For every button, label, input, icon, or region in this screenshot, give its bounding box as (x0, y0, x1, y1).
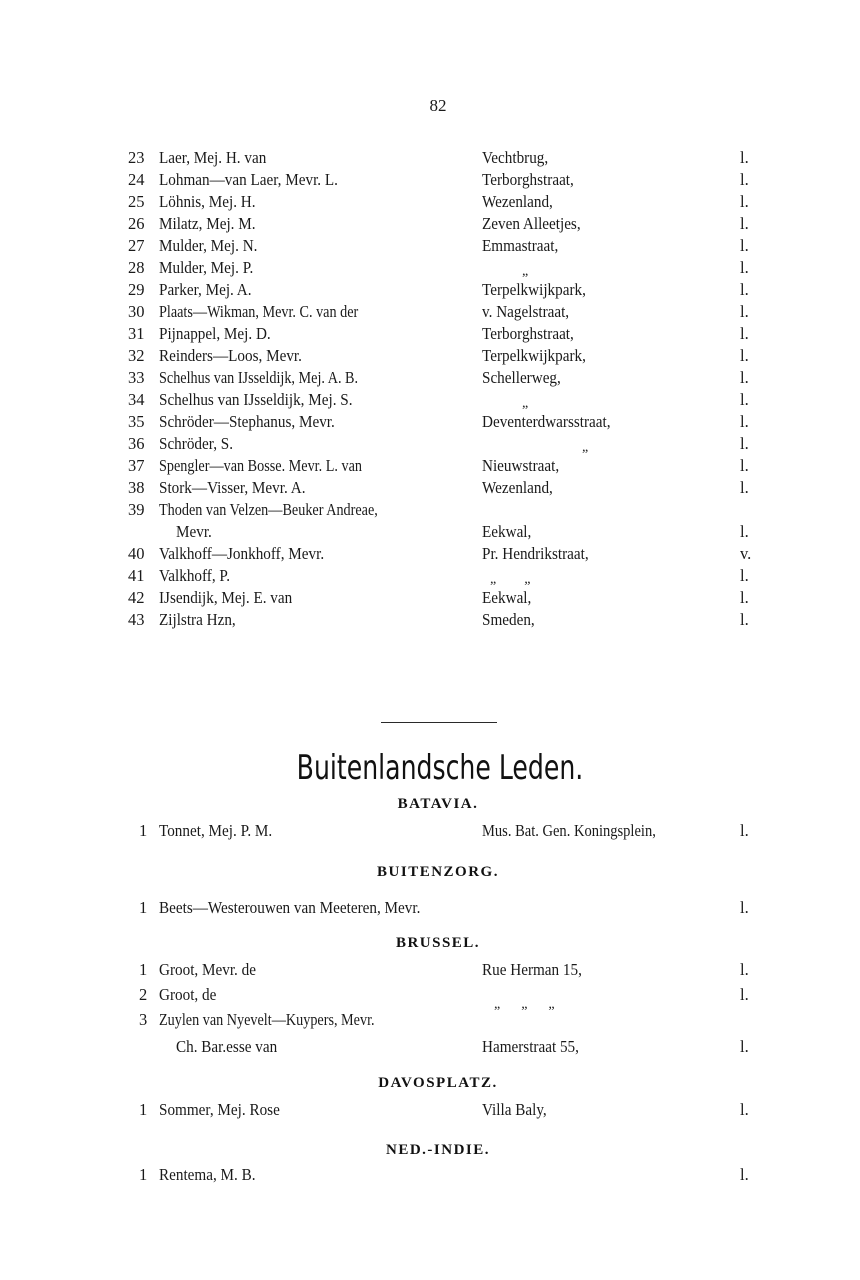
member-name: Groot, Mevr. de (159, 960, 256, 979)
city-heading: DAVOSPLATZ. (378, 1075, 498, 1091)
member-name: Lohman—van Laer, Mevr. L. (159, 170, 338, 189)
member-name: Spengler—van Bosse. Mevr. L. van (159, 456, 362, 475)
member-address: Rue Herman 15, (482, 960, 582, 979)
member-status: l. (740, 368, 749, 387)
member-number: 32 (128, 346, 145, 365)
member-status: l. (740, 522, 749, 541)
member-status: l. (740, 821, 749, 840)
member-name: Milatz, Mej. M. (159, 214, 256, 233)
member-row (0, 169, 860, 191)
ditto-mark: „ (582, 440, 589, 455)
member-number: 25 (128, 192, 145, 211)
member-row (0, 587, 860, 609)
member-name: Schelhus van IJsseldijk, Mej. S. (159, 390, 353, 409)
member-row (0, 1099, 860, 1121)
member-status: l. (740, 566, 749, 585)
member-row (0, 191, 860, 213)
member-address: Terborghstraat, (482, 324, 574, 343)
member-status: l. (740, 588, 749, 607)
ditto-mark: „ (522, 264, 529, 279)
member-status: l. (740, 170, 749, 189)
member-name: Valkhoff, P. (159, 566, 230, 585)
member-row (0, 959, 860, 981)
member-row (0, 543, 860, 565)
member-status: l. (740, 236, 749, 255)
city-heading: BRUSSEL. (395, 935, 481, 951)
member-number: 39 (128, 500, 145, 519)
member-status: l. (740, 390, 749, 409)
member-row (0, 455, 860, 477)
member-number: 1 (139, 898, 148, 917)
member-name: Schelhus van IJsseldijk, Mej. A. B. (159, 368, 359, 387)
member-number: 28 (128, 258, 145, 277)
member-row (0, 235, 860, 257)
member-name: Zuylen van Nyevelt—Kuypers, Mevr. (159, 1010, 375, 1029)
member-address: Terpelkwijkpark, (482, 280, 586, 299)
member-number: 42 (128, 588, 145, 607)
member-row (0, 147, 860, 169)
member-status: l. (740, 985, 749, 1004)
member-number: 24 (128, 170, 145, 189)
member-status: l. (740, 324, 749, 343)
member-row (0, 411, 860, 433)
member-status: l. (740, 898, 749, 917)
member-status: l. (740, 280, 749, 299)
member-status: l. (740, 258, 749, 277)
member-row (0, 1164, 860, 1186)
member-name: Laer, Mej. H. van (159, 148, 267, 167)
member-number: 35 (128, 412, 145, 431)
member-status: l. (740, 434, 749, 453)
member-address: Terborghstraat, (482, 170, 574, 189)
city-heading: BATAVIA. (397, 796, 479, 812)
member-number: 33 (128, 368, 145, 387)
member-address: Hamerstraat 55, (482, 1037, 579, 1056)
member-number: 40 (128, 544, 145, 563)
member-number: 3 (139, 1010, 148, 1029)
member-name: Zijlstra Hzn, (159, 610, 236, 629)
member-name: IJsendijk, Mej. E. van (159, 588, 293, 607)
member-address: Mus. Bat. Gen. Koningsplein, (482, 821, 656, 840)
member-number: 41 (128, 566, 145, 585)
member-status: l. (740, 610, 749, 629)
member-name: Mulder, Mej. P. (159, 258, 254, 277)
member-row (0, 257, 860, 279)
member-address: Zeven Alleetjes, (482, 214, 581, 233)
member-number: 26 (128, 214, 145, 233)
member-number: 31 (128, 324, 145, 343)
member-number: 1 (139, 1100, 148, 1119)
member-row (0, 477, 860, 499)
member-row (0, 323, 860, 345)
member-address: Wezenland, (482, 192, 553, 211)
member-name: Tonnet, Mej. P. M. (159, 821, 273, 840)
member-name-continuation: Mevr. (176, 522, 212, 541)
member-row (0, 609, 860, 631)
member-number: 23 (128, 148, 145, 167)
member-number: 36 (128, 434, 145, 453)
member-row (0, 367, 860, 389)
member-address: Smeden, (482, 610, 535, 629)
member-status: l. (740, 1100, 749, 1119)
member-number: 37 (128, 456, 145, 475)
member-status: l. (740, 214, 749, 233)
member-name: Valkhoff—Jonkhoff, Mevr. (159, 544, 325, 563)
member-status: l. (740, 1165, 749, 1184)
member-row (0, 499, 860, 521)
member-row (0, 433, 860, 455)
member-status: l. (740, 346, 749, 365)
member-name: Stork—Visser, Mevr. A. (159, 478, 306, 497)
member-row (0, 820, 860, 842)
member-row-continuation (0, 521, 860, 543)
member-number: 43 (128, 610, 145, 629)
member-name: Parker, Mej. A. (159, 280, 252, 299)
member-number: 29 (128, 280, 145, 299)
member-name: Pijnappel, Mej. D. (159, 324, 271, 343)
member-row (0, 345, 860, 367)
member-number: 1 (139, 821, 148, 840)
member-status: l. (740, 478, 749, 497)
member-name: Plaats—Wikman, Mevr. C. van der (159, 302, 359, 321)
member-name: Mulder, Mej. N. (159, 236, 258, 255)
member-name: Schröder, S. (159, 434, 234, 453)
member-name: Reinders—Loos, Mevr. (159, 346, 302, 365)
member-status: v. (740, 544, 752, 563)
member-address: Pr. Hendrikstraat, (482, 544, 589, 563)
member-number: 34 (128, 390, 145, 409)
member-name: Sommer, Mej. Rose (159, 1100, 280, 1119)
member-row (0, 213, 860, 235)
member-name: Schröder—Stephanus, Mevr. (159, 412, 335, 431)
member-status: l. (740, 302, 749, 321)
member-status: l. (740, 192, 749, 211)
member-row (0, 565, 860, 587)
member-row (0, 301, 860, 323)
member-number: 1 (139, 960, 148, 979)
member-status: l. (740, 1037, 749, 1056)
member-number: 2 (139, 985, 148, 1004)
member-status: l. (740, 960, 749, 979)
ditto-mark: „ (522, 396, 529, 411)
member-address: Eekwal, (482, 522, 532, 541)
member-number: 38 (128, 478, 145, 497)
member-number: 27 (128, 236, 145, 255)
member-address: Wezenland, (482, 478, 553, 497)
ditto-mark: „ „ (490, 572, 531, 587)
member-row (0, 389, 860, 411)
member-status: l. (740, 456, 749, 475)
member-name: Rentema, M. B. (159, 1165, 256, 1184)
member-address: v. Nagelstraat, (482, 302, 570, 321)
member-number: 30 (128, 302, 145, 321)
member-name: Beets—Westerouwen van Meeteren, Mevr. (159, 898, 421, 917)
member-row (0, 279, 860, 301)
page-number: 82 (429, 96, 447, 115)
member-row-continuation (0, 1036, 860, 1058)
member-status: l. (740, 412, 749, 431)
section-title: Buitenlandsche Leden. (296, 748, 584, 788)
member-address: Terpelkwijkpark, (482, 346, 586, 365)
member-address: Villa Baly, (482, 1100, 547, 1119)
member-row (0, 897, 860, 919)
section-divider (381, 722, 497, 723)
member-name: Löhnis, Mej. H. (159, 192, 256, 211)
member-name: Thoden van Velzen—Beuker Andreae, (159, 500, 378, 519)
city-heading: BUITENZORG. (377, 864, 499, 880)
ditto-mark: „ „ „ (494, 997, 555, 1012)
city-heading: NED.-INDIE. (385, 1142, 490, 1158)
member-number: 1 (139, 1165, 148, 1184)
member-name: Groot, de (159, 985, 217, 1004)
member-address: Schellerweg, (482, 368, 561, 387)
member-row (0, 1009, 860, 1031)
member-name-continuation: Ch. Bar.esse van (176, 1037, 278, 1056)
member-address: Nieuwstraat, (482, 456, 560, 475)
member-row (0, 984, 860, 1012)
member-status: l. (740, 148, 749, 167)
member-address: Deventerdwarsstraat, (482, 412, 611, 431)
member-address: Vechtbrug, (482, 148, 549, 167)
member-address: Emmastraat, (482, 236, 559, 255)
member-address: Eekwal, (482, 588, 532, 607)
